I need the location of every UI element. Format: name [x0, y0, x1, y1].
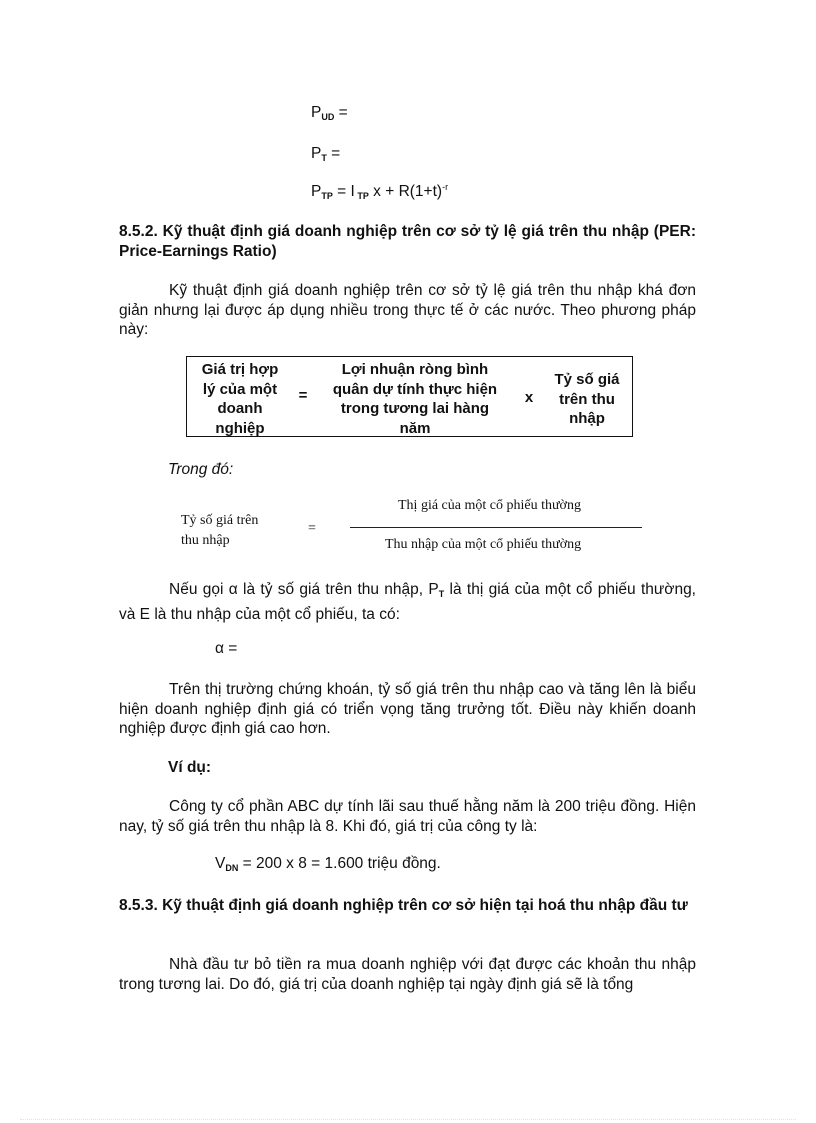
- example-label: Ví dụ:: [168, 759, 212, 776]
- ratio-formula-left: Tỷ số giá trên thu nhập: [181, 513, 259, 548]
- ratio-formula-denominator: Thu nhập của một cổ phiếu thường: [385, 537, 582, 552]
- section-heading-852: 8.5.2. Kỹ thuật định giá doanh nghiệp trên cơ sở tỷ lệ giá trên thu nhập (PER: Price-Earnings Ratio): [119, 223, 696, 260]
- example-paragraph: Công ty cổ phần ABC dự tính lãi sau thuế hằng năm là 200 triệu đồng. Hiện nay, tỷ số giá trên thu nhập là 8. Khi đó, giá trị của công ty là:: [119, 798, 696, 835]
- box-value-label: Giá trị hợp lý của một doanh nghiệp: [201, 361, 279, 437]
- formula-ptp: $P_{TP} = I$ $_{TP}$ $x + R(1+t)^{-r}$: [311, 182, 449, 201]
- valuation-formula-box: [186, 356, 633, 437]
- intro-paragraph-852: Kỹ thuật định giá doanh nghiệp trên cơ sở tỷ lệ giá trên thu nhập khá đơn giản nhưng lại được áp dụng nhiều trong thực tế ở các nước. Theo phương pháp này:: [119, 282, 696, 338]
- define-alpha-paragraph: Nếu gọi α là tỷ số giá trên thu nhập, $P_T$ là thị giá của một cổ phiếu thường, và E là thu nhập của một cổ phiếu, ta có:: [119, 581, 696, 623]
- box-times-sign: x: [524, 389, 534, 406]
- box-profit-label: Lợi nhuận ròng bình quân dự tính thực hiện trong tương lai hàng năm: [332, 361, 498, 437]
- fraction-bar: [350, 527, 642, 528]
- formula-pud: $P_{UD}$ =: [311, 104, 348, 122]
- ratio-formula-equals: =: [308, 521, 316, 536]
- formula-pt: $P_T$ =: [311, 145, 341, 163]
- box-equals-sign: =: [298, 387, 308, 404]
- market-paragraph: Trên thị trường chứng khoán, tỷ số giá trên thu nhập cao và tăng lên là biểu hiện doanh nghiệp định giá có triển vọng tăng trưởng tốt. Điều này khiến doanh nghiệp được định giá cao hơn.: [119, 681, 696, 737]
- trong-do-label: Trong đó:: [168, 461, 234, 478]
- vdn-formula: $V_{DN} = 200$ x 8 = 1.600 triệu đồng.: [215, 855, 441, 873]
- alpha-formula: α =: [215, 640, 238, 657]
- section-heading-853: 8.5.3. Kỹ thuật định giá doanh nghiệp trên cơ sở hiện tại hoá thu nhập đầu tư: [119, 897, 688, 914]
- box-ratio-label: Tỷ số giá trên thu nhập: [554, 371, 620, 427]
- page-bottom-divider: [20, 1119, 796, 1120]
- intro-paragraph-853: Nhà đầu tư bỏ tiền ra mua doanh nghiệp với đạt được các khoản thu nhập trong tương lai. Do đó, giá trị của doanh nghiệp tại ngày định giá sẽ là tổng: [119, 956, 696, 993]
- ratio-formula-numerator: Thị giá của một cổ phiếu thường: [398, 498, 581, 513]
